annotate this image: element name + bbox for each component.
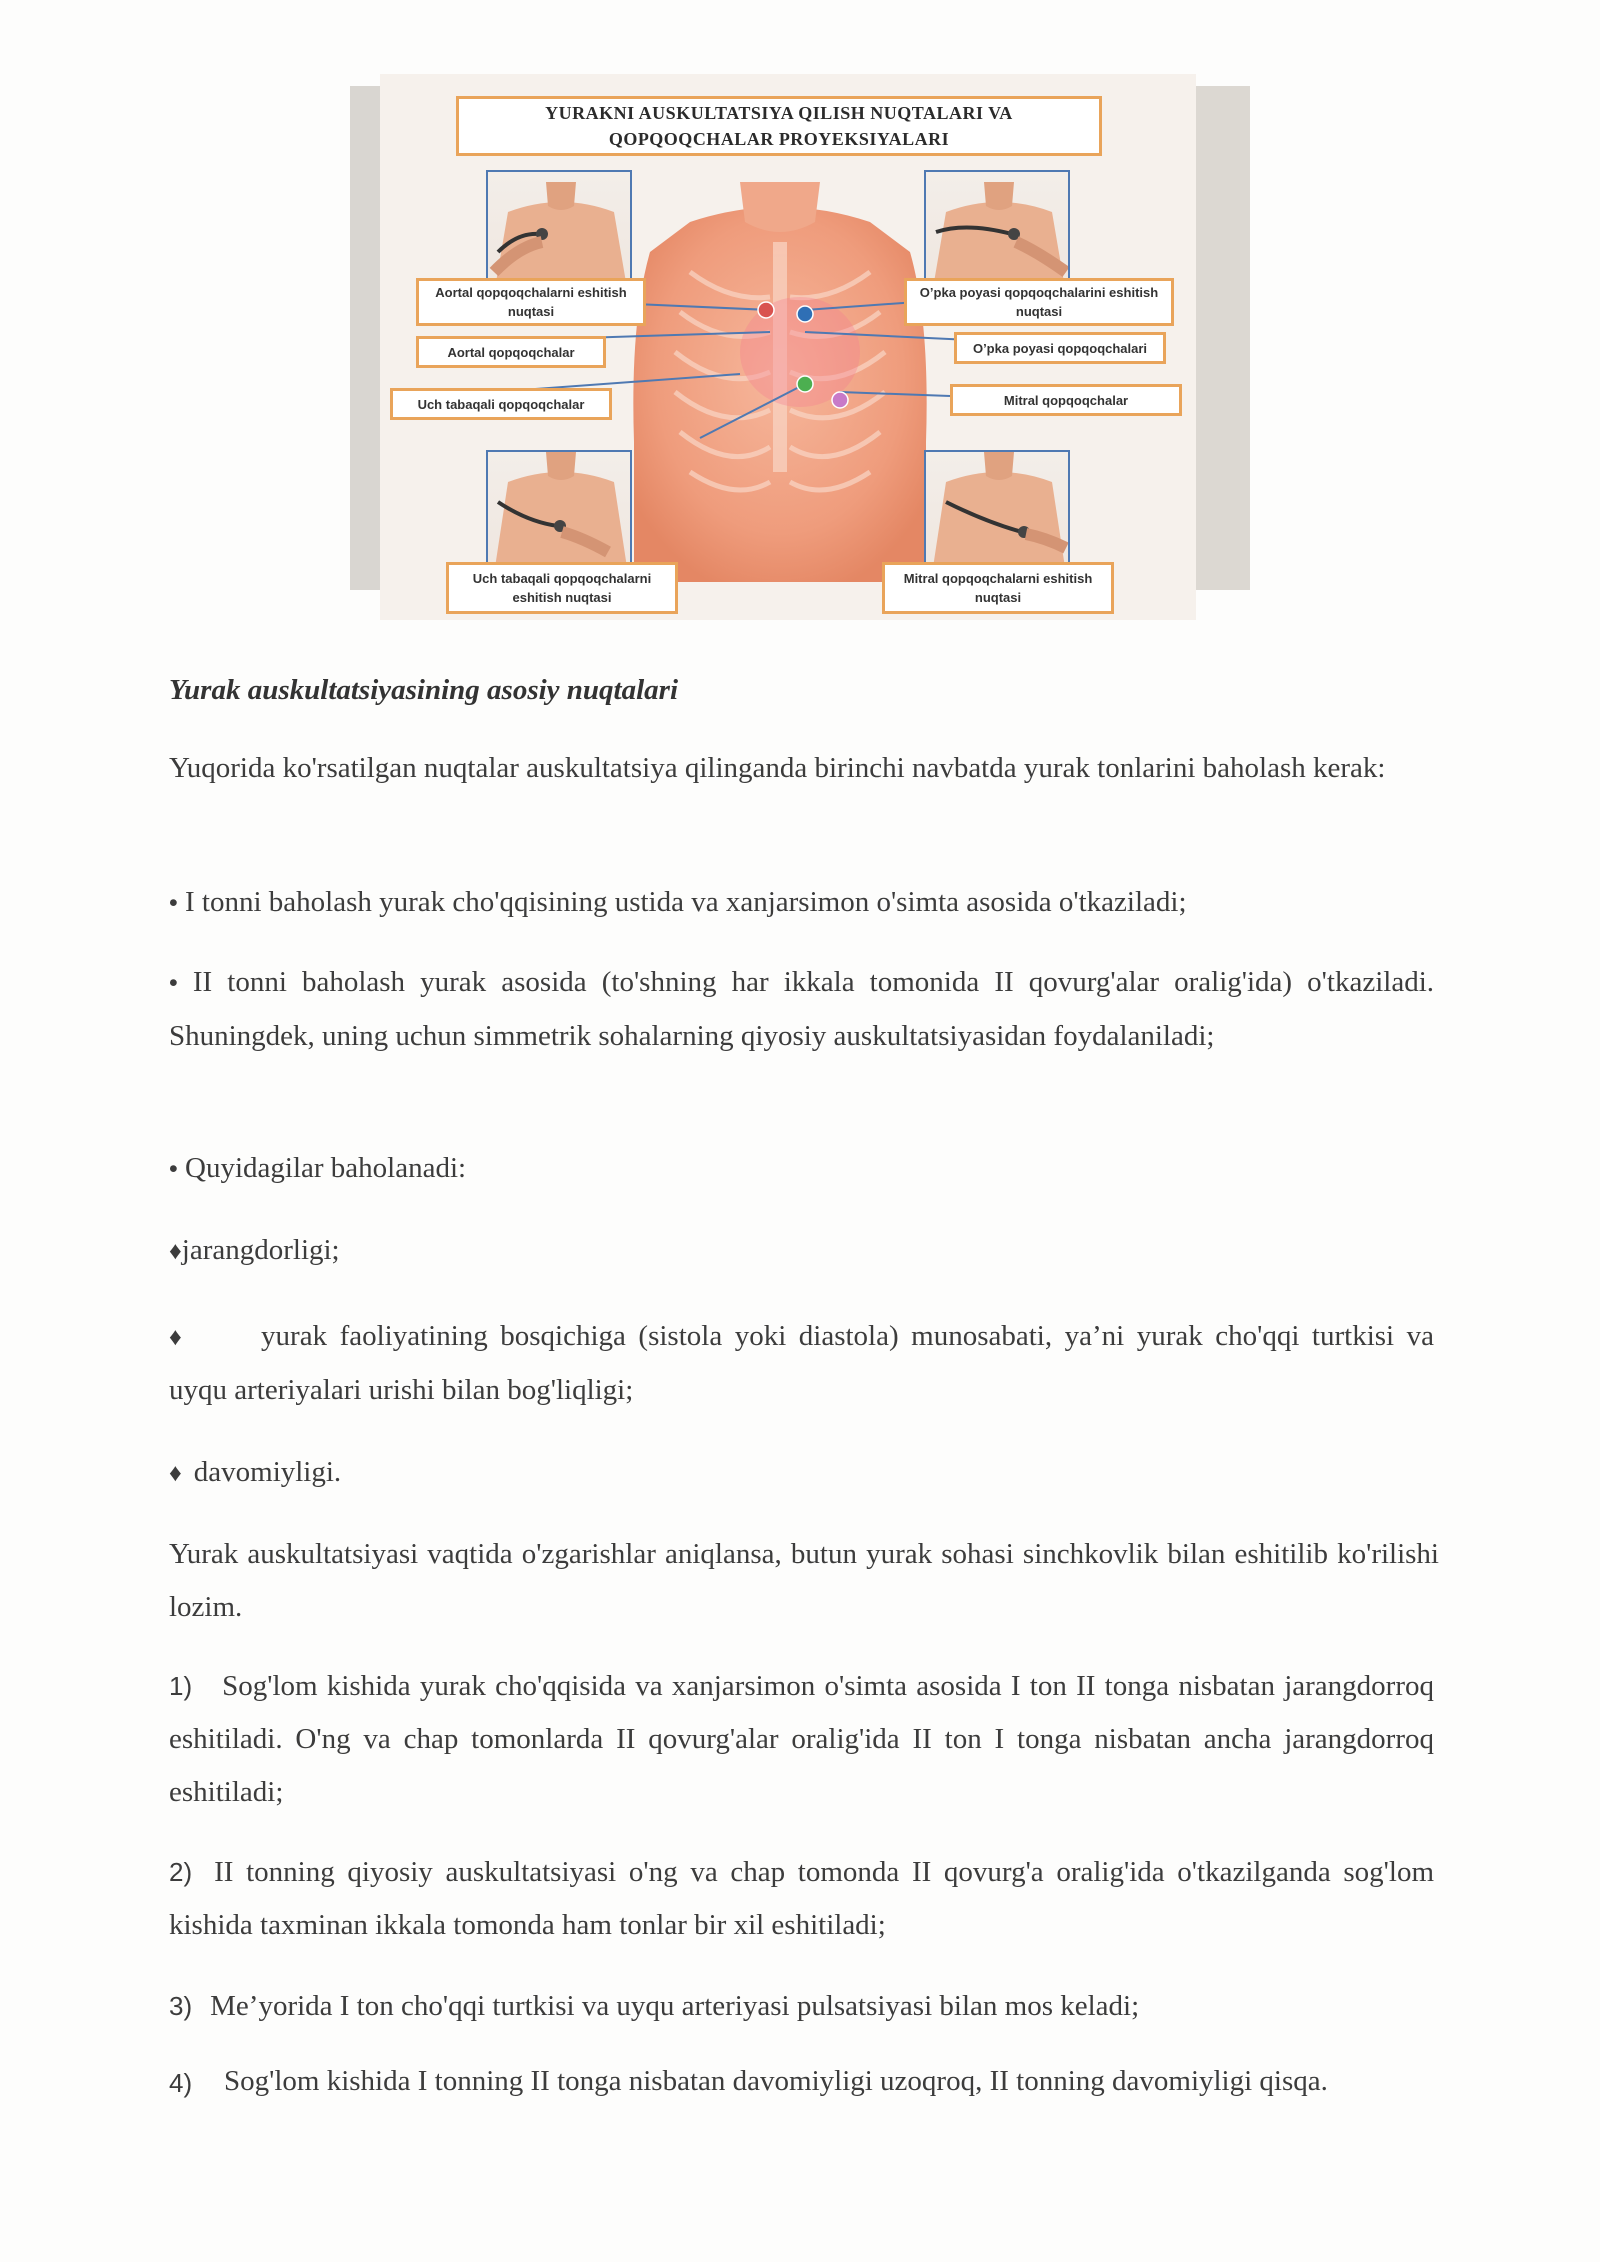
bullet-text: II tonni baholash yurak asosida (to'shning har ikkala tomonida II qovurg'alar oralig'ida) o'tkaziladi. Shuningdek, uning uchun simmetrik sohalarning qiyosiy auskultatsiyasidan foydalaniladi; [169, 966, 1434, 1052]
photo-pulmonary-auscultation [924, 170, 1070, 292]
intro-paragraph: Yuqorida ko'rsatilgan nuqtalar auskultatsiya qilinganda birinchi navbatda yurak tonlarini baholash kerak: [169, 752, 1386, 784]
label-tricuspid-valve: Uch tabaqali qopqoqchalar [390, 388, 612, 420]
label-mitral-valve: Mitral qopqoqchalar [950, 384, 1182, 416]
item-number: 1) [169, 1671, 193, 1701]
auscultation-figure [350, 74, 1250, 620]
label-pulmonary-valve: O’pka poyasi qopqoqchalari [954, 332, 1166, 364]
diamond-item-1 [169, 1224, 1434, 1278]
bullet-marker: • [169, 1155, 178, 1183]
bullet-text: Quyidagilar baholanadi: [185, 1152, 467, 1184]
photo-mitral-auscultation [924, 450, 1070, 572]
pulmonary-dot [797, 306, 813, 322]
bullet-marker: • [169, 889, 178, 917]
changes-paragraph: Yurak auskultatsiyasi vaqtida o'zgarishlar aniqlansa, butun yurak sohasi sinchkovlik bilan eshitilib ko'rilishi lozim. [169, 1538, 1439, 1623]
numbered-item-4 [169, 2062, 1449, 2102]
numbered-item-3 [169, 1980, 1434, 2033]
diamond-marker: ♦ [169, 1323, 188, 1351]
bullet-text: I tonni baholash yurak cho'qqisining ustida va xanjarsimon o'simta asosida o'tkaziladi; [185, 886, 1187, 918]
label-tricuspid-listening-point: Uch tabaqali qopqoqchalarni eshitish nuqtasi [446, 562, 678, 614]
aortal-dot [758, 302, 774, 318]
item-number: 4) [169, 2068, 193, 2098]
tricuspid-dot [797, 376, 813, 392]
bullet-marker: • [169, 969, 178, 997]
figure-title: YURAKNI AUSKULTATSIYA QILISH NUQTALARI VA QOPQOQCHALAR PROYEKSIYALARI [456, 96, 1102, 156]
photo-tricuspid-auscultation [486, 450, 632, 572]
bullet-item-2 [169, 956, 1434, 1063]
photo-aortal-auscultation [486, 170, 632, 292]
numbered-item-2 [169, 1846, 1434, 1952]
numbered-item-1 [169, 1660, 1434, 1819]
diamond-text: davomiyligi. [193, 1456, 342, 1488]
diamond-item-2 [169, 1310, 1434, 1417]
diamond-marker: ♦ [169, 1237, 182, 1265]
diamond-item-3 [169, 1446, 1434, 1500]
diamond-text: jarangdorligi; [181, 1234, 340, 1266]
bullet-item-3 [169, 1142, 1434, 1196]
mitral-dot [832, 392, 848, 408]
section-heading: Yurak auskultatsiyasining asosiy nuqtalari [169, 674, 679, 706]
item-text: II tonning qiyosiy auskultatsiyasi o'ng va chap tomonda II qovurg'a oralig'ida o'tkazilganda sog'lom kishida taxminan ikkala tomonda ham tonlar bir xil eshitiladi; [169, 1856, 1434, 1941]
item-number: 3) [169, 1991, 193, 2021]
label-mitral-listening-point: Mitral qopqoqchalarni eshitish nuqtasi [882, 562, 1114, 614]
item-text: Sog'lom kishida yurak cho'qqisida va xanjarsimon o'simta asosida I ton II tonga nisbatan jarangdorroq eshitiladi. O'ng va chap tomonlarda II qovurg'alar oralig'ida II ton I tonga nisbatan ancha jarangdorroq eshitiladi; [169, 1670, 1434, 1808]
bullet-item-1 [169, 876, 1434, 930]
item-text: Me’yorida I ton cho'qqi turtkisi va uyqu arteriyasi pulsatsiyasi bilan mos keladi; [210, 1990, 1140, 2022]
label-pulmonary-listening-point: O’pka poyasi qopqoqchalarini eshitish nuqtasi [904, 278, 1174, 326]
item-text: Sog'lom kishida I tonning II tonga nisbatan davomiyligi uzoqroq, II tonning davomiyligi qisqa. [224, 2065, 1328, 2097]
label-aortal-valve: Aortal qopqoqchalar [416, 336, 606, 368]
diamond-marker: ♦ [169, 1459, 182, 1487]
item-number: 2) [169, 1857, 193, 1887]
diamond-text: yurak faoliyatining bosqichiga (sistola yoki diastola) munosabati, ya’ni yurak cho'qqi turtkisi va uyqu arteriyalari urishi bilan bog'liqligi; [169, 1320, 1434, 1406]
label-aortal-listening-point: Aortal qopqoqchalarni eshitish nuqtasi [416, 278, 646, 326]
